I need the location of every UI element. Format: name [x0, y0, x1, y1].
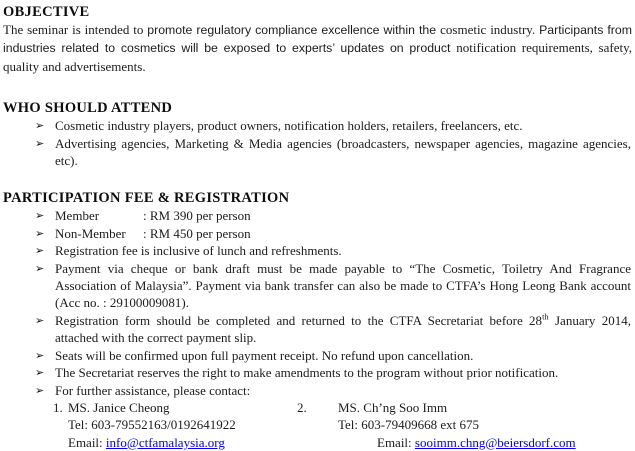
contact-email-row [53, 434, 297, 451]
arrow-bullet-icon: ➢ [35, 366, 45, 380]
bullet-text: The Secretariat reserves the right to make amendments to the program without prior notification. [55, 365, 559, 381]
fee-row [3, 225, 632, 242]
objective-segment: Participants from industries related to cosmetics will be exposed to experts’ updates on product [3, 23, 632, 56]
fee-label: Non-Member [55, 225, 126, 241]
objective-segment: promote regulatory compliance excellence within the [147, 23, 441, 37]
ordinal-suffix: th [542, 311, 549, 322]
fee-label: Member [55, 208, 100, 224]
contact-name: MS. Ch’ng Soo Imm [338, 399, 448, 415]
fee-value: : RM 450 per person [143, 225, 251, 241]
arrow-bullet-icon: ➢ [35, 313, 45, 327]
bullet-item [3, 117, 632, 134]
arrow-bullet-icon: ➢ [35, 119, 45, 133]
contact-tel: Tel: 603-79409668 ext 675 [338, 417, 479, 433]
fee-row [3, 207, 632, 224]
contact-name-row [53, 399, 297, 416]
contact-card-2 [297, 399, 576, 451]
contact-name-row [297, 399, 576, 416]
fee-value: : RM 390 per person [143, 208, 251, 224]
email-label: Email: [377, 434, 415, 450]
section-objective [3, 3, 632, 75]
email-link-2[interactable]: sooimm.chng@beiersdorf.com [414, 434, 576, 450]
contact-number: 2. [297, 399, 307, 415]
bullet-text: Seats will be confirmed upon full payment receipt. No refund upon cancellation. [55, 347, 474, 363]
arrow-bullet-icon: ➢ [35, 226, 45, 240]
arrow-bullet-icon: ➢ [35, 261, 45, 275]
bullet-item [3, 382, 632, 399]
bullet-item [3, 364, 632, 381]
who-should-attend-list [3, 117, 632, 169]
arrow-bullet-icon: ➢ [35, 136, 45, 150]
section-heading-objective: OBJECTIVE [3, 4, 90, 20]
arrow-bullet-icon: ➢ [35, 244, 45, 258]
bullet-text: January 2014, attached with the correct payment slip. [55, 312, 631, 346]
bullet-item [3, 312, 632, 347]
objective-segment: notification requirements, safety, quality and advertisements. [3, 40, 632, 74]
bullet-text: Cosmetic industry players, product owners, notification holders, retailers, freelancers, etc. [55, 118, 523, 134]
bullet-item [3, 347, 632, 364]
bullet-text: Registration form should be completed and returned to the CTFA Secretariat before 28 [55, 312, 543, 328]
arrow-bullet-icon: ➢ [35, 383, 45, 397]
bullet-item [3, 260, 632, 312]
bullet-text: For further assistance, please contact: [55, 382, 251, 398]
email-link-1[interactable]: info@ctfamalaysia.org [105, 434, 225, 450]
email-label: Email: [68, 434, 106, 450]
objective-segment: cosmetic industry. [440, 22, 540, 37]
participation-list [3, 207, 632, 398]
bullet-text: Registration fee is inclusive of lunch and refreshments. [55, 243, 342, 259]
section-who-should-attend [3, 99, 632, 169]
contact-tel: Tel: 603-79552163/0192641922 [68, 417, 236, 433]
contact-email-row [297, 434, 576, 451]
bullet-item [3, 135, 632, 170]
section-heading-participation-fee: PARTICIPATION FEE & REGISTRATION [3, 190, 290, 207]
arrow-bullet-icon: ➢ [35, 209, 45, 223]
bullet-text: Payment via cheque or bank draft must be made payable to “The Cosmetic, Toiletry And Fragrance Association of Malaysia”. Payment via bank transfer can also be made to CTFA’s Hong Leong Bank account (Acc no. : 29100009081). [55, 260, 631, 311]
arrow-bullet-icon: ➢ [35, 348, 45, 362]
contact-card-1 [53, 399, 297, 451]
bullet-item [3, 242, 632, 259]
objective-paragraph [3, 21, 632, 75]
section-participation-fee [3, 189, 632, 451]
contact-name: MS. Janice Cheong [68, 399, 170, 415]
contact-block [53, 399, 632, 451]
bullet-text: Advertising agencies, Marketing & Media agencies (broadcasters, newspaper agencies, magazine agencies, etc). [55, 135, 631, 169]
objective-segment: The seminar is intended to [3, 22, 148, 37]
section-heading-who-should-attend: WHO SHOULD ATTEND [3, 100, 173, 117]
contact-number: 1. [53, 399, 63, 415]
